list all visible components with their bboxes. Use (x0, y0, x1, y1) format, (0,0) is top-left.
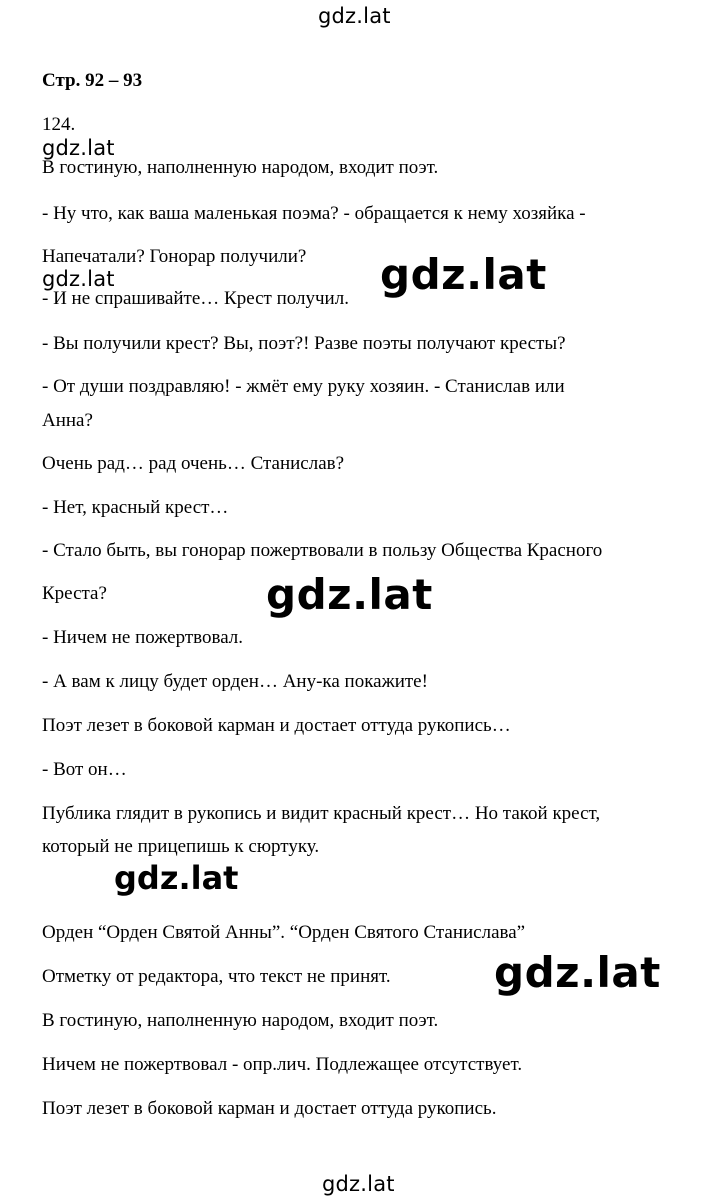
answer-line: Поэт лезет в боковой карман и достает оттуда рукопись. (42, 1098, 497, 1119)
text-line: Креста? (42, 583, 107, 604)
watermark-small-1: gdz.lat (42, 136, 115, 160)
text-line: Напечатали? Гонорар получили? (42, 246, 307, 267)
watermark-mid-1: gdz.lat (114, 859, 239, 897)
text-line: Публика глядит в рукопись и видит красный крест… Но такой крест, (42, 803, 601, 824)
answer-line: Ничем не пожертвовал - опр.лич. Подлежащее отсутствует. (42, 1054, 523, 1075)
text-line: - Нет, красный крест… (42, 497, 229, 518)
page-heading: Стр. 92 – 93 (42, 70, 143, 91)
text-line: - От души поздравляю! - жмёт ему руку хозяин. - Станислав или (42, 376, 565, 397)
text-line: Поэт лезет в боковой карман и достает оттуда рукопись… (42, 715, 511, 736)
answer-line: Отметку от редактора, что текст не принят. (42, 966, 391, 987)
text-line: Очень рад… рад очень… Станислав? (42, 453, 345, 474)
text-line: - Вот он… (42, 759, 127, 780)
text-line: - И не спрашивайте… Крест получил. (42, 288, 349, 309)
text-line: - Стало быть, вы гонорар пожертвовали в пользу Общества Красного (42, 540, 603, 561)
text-line: - Вы получили крест? Вы, поэт?! Разве поэты получают кресты? (42, 333, 566, 354)
watermark-top: gdz.lat (318, 4, 391, 28)
text-line: - А вам к лицу будет орден… Ану-ка покажите! (42, 671, 428, 692)
answer-line: Орден “Орден Святой Анны”. “Орден Святого Станислава” (42, 922, 526, 943)
watermark-small-2: gdz.lat (42, 267, 115, 291)
text-line: который не прицепишь к сюртуку. (42, 836, 320, 857)
exercise-number: 124. (42, 114, 76, 135)
watermark-big-2: gdz.lat (266, 570, 433, 619)
text-line: - Ничем не пожертвовал. (42, 627, 244, 648)
answer-line: В гостиную, наполненную народом, входит поэт. (42, 1010, 439, 1031)
watermark-big-3: gdz.lat (494, 948, 661, 997)
watermark-bottom: gdz.lat (322, 1172, 395, 1196)
text-line: В гостиную, наполненную народом, входит поэт. (42, 157, 439, 178)
watermark-big-1: gdz.lat (380, 250, 547, 299)
text-line: - Ну что, как ваша маленькая поэма? - обращается к нему хозяйка - (42, 203, 586, 224)
text-line: Анна? (42, 410, 93, 431)
